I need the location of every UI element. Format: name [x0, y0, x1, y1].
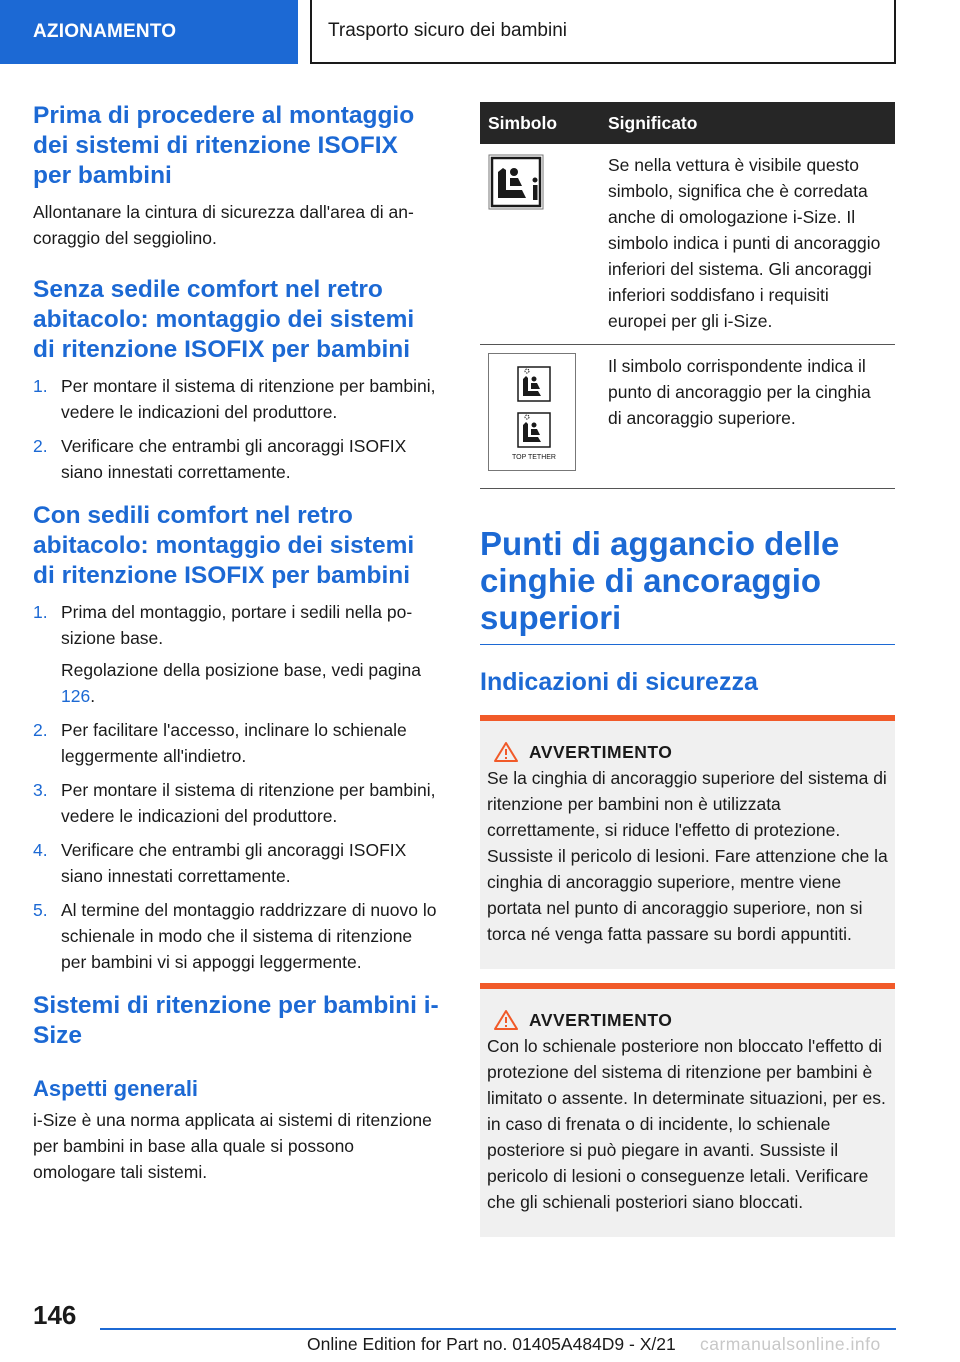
step-text: Per montare il sistema di ritenzione per bambini, vedere le indicazioni del produttore.: [61, 376, 436, 422]
step-note-text: Regolazione della posizione base, vedi pagina: [61, 660, 421, 680]
step-number: 1.: [33, 602, 48, 622]
warning-title: [487, 741, 888, 763]
right-column: [480, 102, 895, 1237]
step-number: 5.: [33, 900, 48, 920]
column-header-symbol: Simbolo: [480, 102, 600, 144]
section-title-isofix-preparation: Prima di procedere al montaggio dei sistemi di ritenzione ISOFIX per bambini: [33, 102, 415, 189]
list-item: [33, 373, 440, 425]
topic-header: [310, 0, 896, 64]
warning-text: Con lo schienale posteriore non bloccato l'effetto di protezione del sistema di ritenzione per bambini è limitato o assente. In determinate situazioni, per es. in caso di frenata o di incidente, lo schienale posteriore si può piegare in avanti. Sussiste il pericolo di lesioni o conseguenze letali. Verificare che gli schienali posteriori siano bloccati.: [487, 1036, 886, 1212]
table-row: [480, 144, 895, 345]
step-text: Verificare che entrambi gli ancoraggi ISOFIX siano innestati correttamente.: [61, 840, 407, 886]
symbol-table: [480, 102, 895, 489]
list-item: [33, 599, 440, 709]
warning-title-text: AVVERTIMENTO: [529, 741, 673, 762]
warning-triangle-icon: [493, 741, 519, 763]
top-tether-anchor-icon: [488, 353, 576, 471]
edition-text: Online Edition for Part no. 01405A484D9 - X/21: [307, 1334, 676, 1354]
step-number: 1.: [33, 376, 48, 396]
step-number: 2.: [33, 436, 48, 456]
symbol-cell: [480, 144, 600, 345]
step-number: 4.: [33, 840, 48, 860]
section-label: AZIONAMENTO: [33, 21, 177, 42]
section-title-with-comfort-seat: Con sedili comfort nel retro abitacolo: montaggio dei sistemi di ritenzione ISOFIX per bambini: [33, 502, 415, 589]
section-title-isize: Sistemi di ritenzione per bambini i-Size: [33, 992, 439, 1049]
section-title-without-comfort-seat: Senza sedile comfort nel retro abitacolo: montaggio dei sistemi di ritenzione ISOFIX per bambini: [33, 276, 415, 363]
section-tab: [0, 0, 298, 64]
paragraph-isize-general: i-Size è una norma applicata ai sistemi di ritenzione per bambini in base alla quale si possono omologare tali sistemi.: [33, 1110, 432, 1182]
step-text: Prima del montaggio, portare i sedili nella posizione base.: [61, 602, 413, 648]
warning-title-text: AVVERTIMENTO: [529, 1009, 673, 1030]
subsection-title-general: Aspetti generali: [33, 1076, 199, 1101]
step-text: Per montare il sistema di ritenzione per bambini, vedere le indicazioni del produttore.: [61, 780, 436, 826]
left-column: [33, 101, 440, 1185]
symbol-cell: [480, 345, 600, 489]
step-list-with-comfort-seat: [33, 599, 440, 975]
column-header-meaning: Significato: [600, 102, 895, 144]
top-tether-caption: TOP TETHER: [512, 454, 556, 461]
watermark: carmanualsonline.info: [700, 1334, 881, 1354]
paragraph-isofix-preparation: Allontanare la cintura di sicurezza dall'area di ancoraggio del seggiolino.: [33, 202, 414, 248]
step-text: Per facilitare l'accesso, inclinare lo schienale leggermente all'indietro.: [61, 720, 407, 766]
meaning-cell: Il simbolo corrispondente indica il punto di ancoraggio per la cinghia di ancoraggio superiore.: [600, 345, 895, 489]
warning-title: [487, 1009, 888, 1031]
step-text: Verificare che entrambi gli ancoraggi ISOFIX siano innestati correttamente.: [61, 436, 407, 482]
step-list-without-comfort-seat: [33, 373, 440, 485]
list-item: [33, 837, 440, 889]
page-number: 146: [33, 1300, 77, 1330]
step-note: [61, 657, 440, 709]
page-reference-link[interactable]: 126: [61, 686, 91, 706]
meaning-cell: Se nella vettura è visibile questo simbolo, significa che è corredata anche di omologazione i-Size. Il simbolo indica i punti di ancoraggio inferiori del sistema. Gli ancoraggi inferiori soddisfano i requisiti europei per gli i-Size.: [600, 144, 895, 345]
chapter-title: Punti di aggancio delle cinghie di ancoraggio superiori: [480, 525, 895, 645]
list-item: [33, 433, 440, 485]
warning-box: [480, 715, 895, 969]
list-item: [33, 897, 440, 975]
warning-text: Se la cinghia di ancoraggio superiore del sistema di ritenzione per bambini non è utilizzata correttamente, si riduce l'effetto di protezione. Sussiste il pericolo di lesioni. Fare attenzione che la cinghia di ancoraggio superiore, mentre viene portata nel punto di ancoraggio superiore, non si torca né venga fatta passare su bordi appuntiti.: [487, 768, 888, 944]
table-header-row: [480, 102, 895, 144]
footer-divider: [100, 1328, 896, 1330]
warning-triangle-icon: [493, 1009, 519, 1031]
step-number: 3.: [33, 780, 48, 800]
topic-label: Trasporto sicuro dei bambini: [328, 20, 568, 41]
section-title-safety: Indicazioni di sicurezza: [480, 668, 758, 696]
table-row: [480, 345, 895, 489]
warning-box: [480, 983, 895, 1237]
step-text: Al termine del montaggio raddrizzare di nuovo lo schienale in modo che il sistema di ritenzione per bambini vi si appoggi leggermente.: [61, 900, 437, 972]
step-note-end: .: [90, 686, 96, 706]
list-item: [33, 717, 440, 769]
step-number: 2.: [33, 720, 48, 740]
list-item: [33, 777, 440, 829]
isize-seat-icon: [488, 154, 544, 210]
